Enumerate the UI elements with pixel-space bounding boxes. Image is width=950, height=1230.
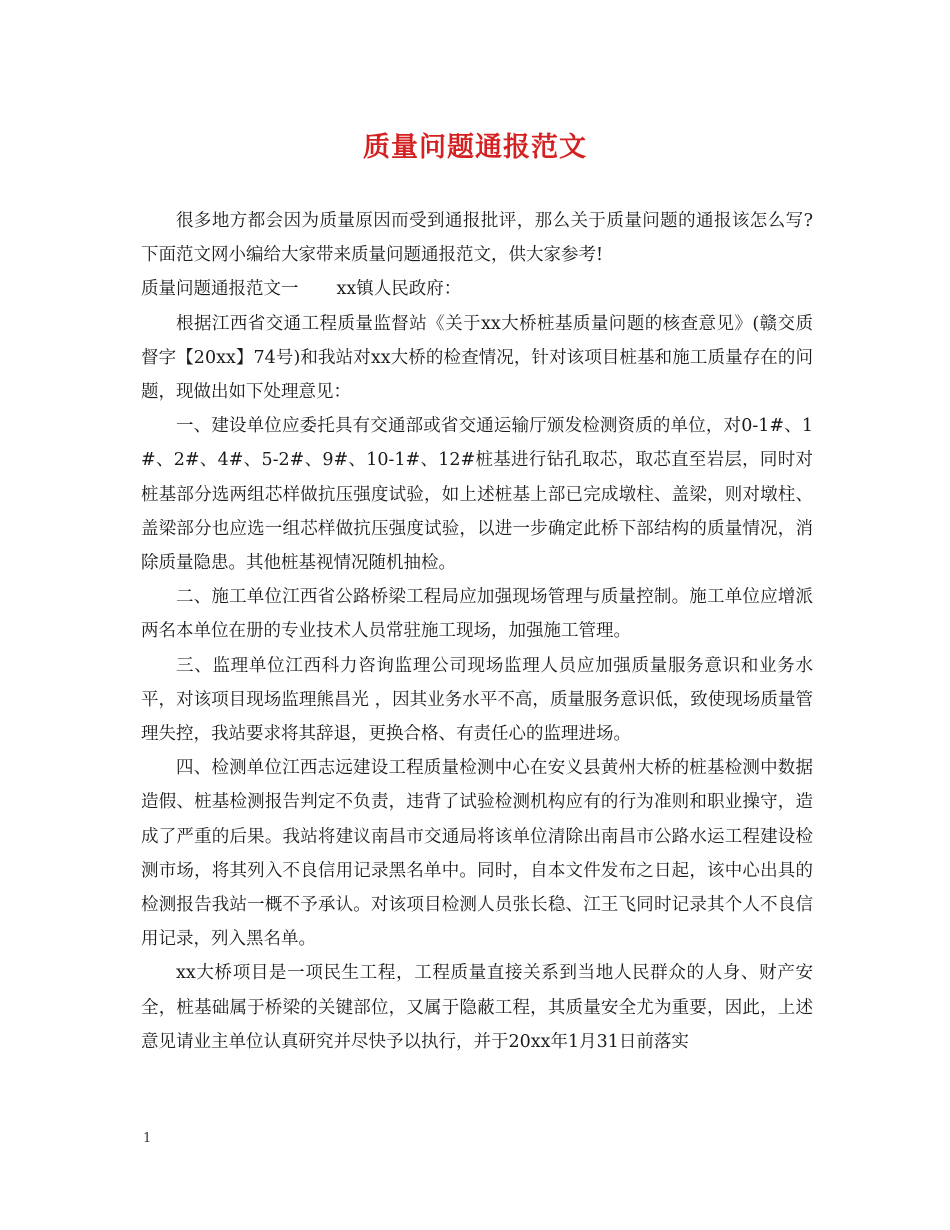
section-heading: 质量问题通报范文一	[141, 279, 299, 300]
body-paragraph: 三、监理单位江西科力咨询监理公司现场监理人员应加强质量服务意识和业务水平，对该项目现场监理熊昌光 ，因其业务水平不高，质量服务意识低，致使现场质量管理失控，我站要求将其辞退，更换合格、有责任心的监理进场。	[141, 655, 813, 745]
document-title: 质量问题通报范文	[363, 132, 587, 163]
body-paragraph: 四、检测单位江西志远建设工程质量检测中心在安义县黄州大桥的桩基检测中数据造假、桩基检测报告判定不负责，违背了试验检测机构应有的行为准则和职业操守，造成了严重的后果。我站将建议南昌市交通局将该单位清除出南昌市公路水运工程建设检测市场，将其列入不良信用记录黑名单中。同时，自本文件发布之日起，该中心出具的检测报告我站一概不予承认。对该项目检测人员张长稳、江王飞同时记录其个人不良信用记录，列入黑名单。	[141, 758, 813, 950]
addressee: xx镇人民政府：	[336, 279, 462, 300]
body-paragraph: 根据江西省交通工程质量监督站《关于xx大桥桩基质量问题的核查意见》(赣交质督字【20xx】74号)和我站对xx大桥的检查情况，针对该项目桩基和施工质量存在的问题，现做出如下处理意见：	[141, 313, 813, 403]
page-number: 1	[143, 1131, 152, 1146]
section-heading-line	[141, 272, 813, 306]
body-paragraph: 一、建设单位应委托具有交通部或省交通运输厅颁发检测资质的单位，对0-1#、1#、2#、4#、5-2#、9#、10-1#、12#桩基进行钻孔取芯，取芯直至岩层，同时对桩基部分选两组芯样做抗压强度试验，如上述桩基上部已完成墩柱、盖梁，则对墩柱、盖梁部分也应选一组芯样做抗压强度试验，以进一步确定此桥下部结构的质量情况，消除质量隐患。其他桩基视情况随机抽检。	[141, 416, 813, 574]
intro-paragraph: 很多地方都会因为质量原因而受到通报批评，那么关于质量问题的通报该怎么写?下面范文网小编给大家带来质量问题通报范文，供大家参考!	[141, 211, 813, 266]
body-paragraph: xx大桥项目是一项民生工程，工程质量直接关系到当地人民群众的人身、财产安全，桩基础属于桥梁的关键部位，又属于隐蔽工程，其质量安全尤为重要，因此，上述意见请业主单位认真研究并尽快予以执行，并于20xx年1月31日前落实	[141, 963, 813, 1052]
document-body	[141, 204, 813, 1059]
body-paragraph: 二、施工单位江西省公路桥梁工程局应加强现场管理与质量控制。施工单位应增派两名本单位在册的专业技术人员常驻施工现场，加强施工管理。	[141, 587, 813, 642]
